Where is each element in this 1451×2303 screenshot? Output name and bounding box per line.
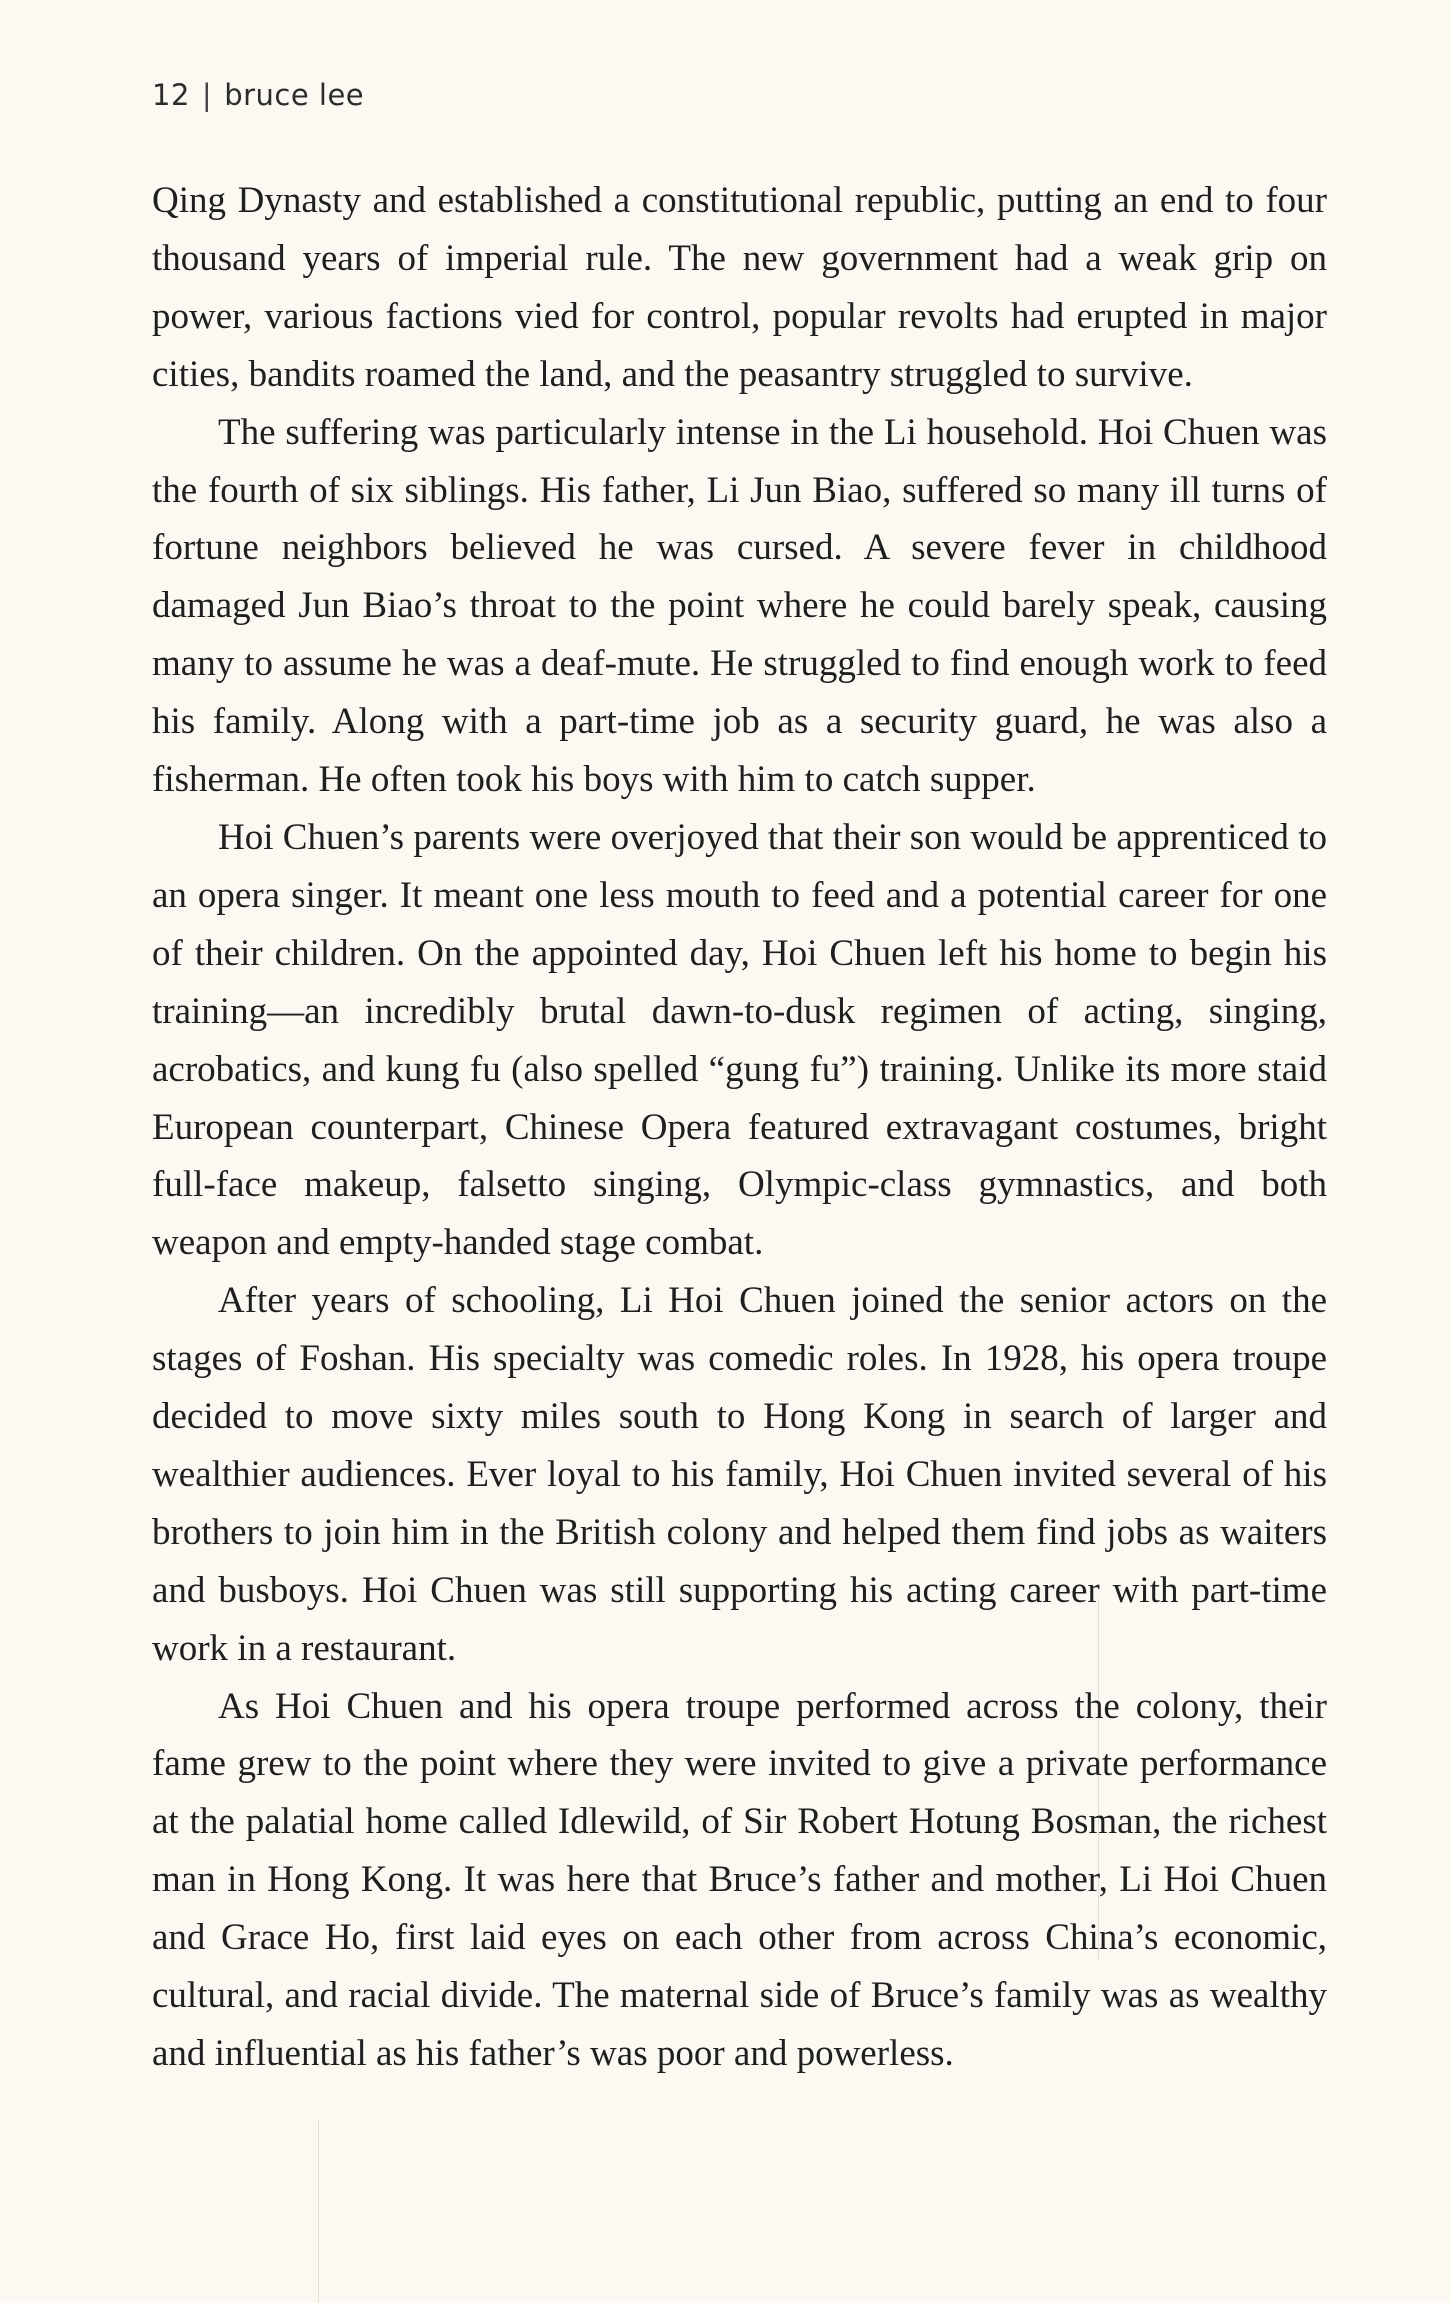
- paragraph-2: The suffering was particularly intense in the Li household. Hoi Chuen was the fourth of six siblings. His father, Li Jun Biao, suffered so many ill turns of fortune neighbors believed he was cursed. A severe fever in childhood damaged Jun Biao’s throat to the point where he could barely speak, causing many to assume he was a deaf-mute. He struggled to find enough work to feed his family. Along with a part-time job as a security guard, he was also a fisherman. He often took his boys with him to catch supper.: [152, 411, 1327, 801]
- running-head: [152, 78, 364, 112]
- body-text: [152, 172, 1327, 2083]
- paragraph-5: As Hoi Chuen and his opera troupe performed across the colony, their fame grew to the point where they were invited to give a private performance at the palatial home called Idlewild, of Sir Robert Hotung Bosman, the richest man in Hong Kong. It was here that Bruce’s father and mother, Li Hoi Chuen and Grace Ho, first laid eyes on each other from across China’s economic, cultural, and racial divide. The maternal side of Bruce’s family was as wealthy and influential as his father’s was poor and powerless.: [152, 1685, 1327, 2074]
- paragraph-1: Qing Dynasty and established a constitutional republic, putting an end to four thousand years of imperial rule. The new government had a weak grip on power, various factions vied for control, popular revolts had erupted in major cities, bandits roamed the land, and the peasantry struggled to survive.: [152, 180, 1327, 395]
- page-number: 12: [152, 78, 190, 112]
- paper-crease-mark: [1098, 1600, 1099, 1960]
- paragraph-3: Hoi Chuen’s parents were overjoyed that their son would be apprenticed to an opera singer. It meant one less mouth to feed and a potential career for one of their children. On the appointed day, Hoi Chuen left his home to begin his training—an incredibly brutal dawn-to-dusk regimen of acting, singing, acrobatics, and kung fu (also spelled “gung fu”) training. Unlike its more staid European counterpart, Chinese Opera featured extravagant costumes, bright full-face makeup, falsetto singing, Olympic-class gymnastics, and both weapon and empty-handed stage combat.: [152, 816, 1327, 1264]
- header-separator: |: [201, 78, 213, 112]
- paper-crease-mark-lower: [318, 2120, 319, 2303]
- running-title: bruce lee: [224, 78, 365, 112]
- paragraph-4: After years of schooling, Li Hoi Chuen joined the senior actors on the stages of Foshan. His specialty was comedic roles. In 1928, his opera troupe decided to move sixty miles south to Hong Kong in search of larger and wealthier audiences. Ever loyal to his family, Hoi Chuen invited several of his brothers to join him in the British colony and helped them find jobs as waiters and busboys. Hoi Chuen was still supporting his acting career with part-time work in a restaurant.: [152, 1280, 1327, 1669]
